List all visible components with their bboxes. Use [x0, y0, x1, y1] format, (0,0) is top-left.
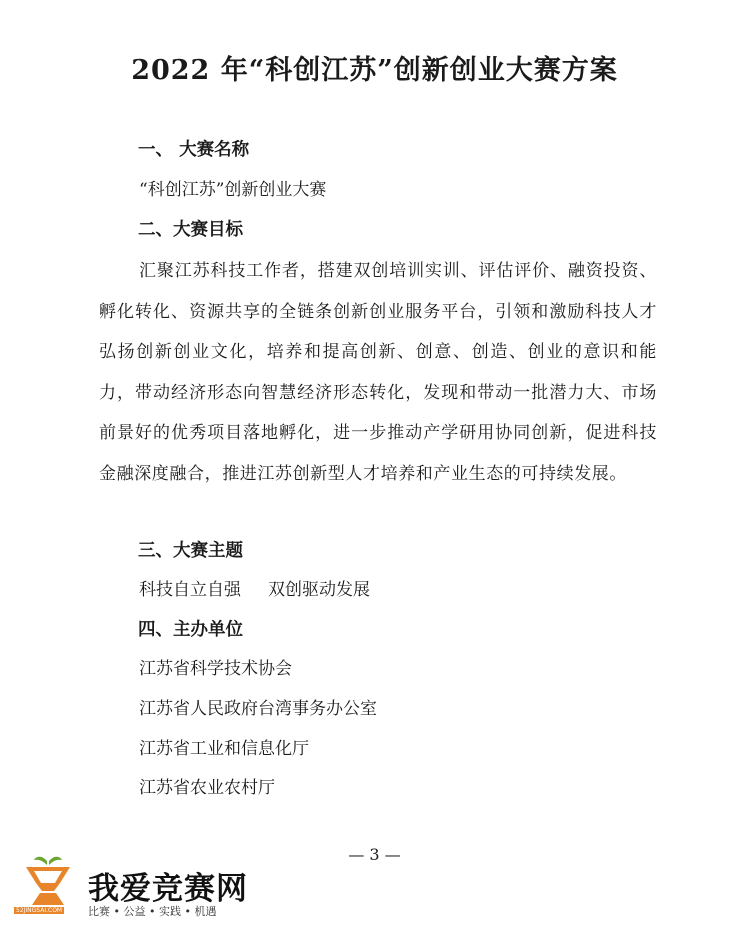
organizer-item: 江苏省人民政府台湾事务办公室 — [139, 699, 377, 719]
watermark-logo — [14, 853, 264, 923]
theme-text: 科技自立自强 双创驱动发展 — [139, 580, 371, 600]
watermark-tagline: 比赛 • 公益 • 实践 • 机遇 — [88, 905, 217, 918]
page-number: — 3 — — [348, 845, 401, 864]
organizer-item: 江苏省工业和信息化厅 — [139, 739, 309, 759]
section-heading-goal: 二、大赛目标 — [138, 220, 243, 240]
section-heading-theme: 三、大赛主题 — [138, 541, 243, 561]
section-heading-organizers: 四、主办单位 — [138, 620, 243, 640]
organizer-item: 江苏省科学技术协会 — [139, 659, 292, 679]
watermark-brand: 我爱竞赛网 — [88, 871, 248, 907]
watermark-site: 52JINGSAI.COM — [16, 907, 63, 914]
organizer-item: 江苏省农业农村厅 — [139, 778, 275, 798]
trophy-icon — [14, 853, 84, 913]
competition-name: “科创江苏”创新创业大赛 — [139, 180, 327, 200]
goal-paragraph: 汇聚江苏科技工作者，搭建双创培训实训、评估评价、融资投资、孵化转化、资源共享的全链条创新创业服务平台，引领和激励科技人才弘扬创新创业文化，培养和提高创新、创意、创造、创业的意识和能力，带动经济形态向智慧经济形态转化，发现和带动一批潜力大、市场前景好的优秀项目落地孵化，进一步推动产学研用协同创新，促进科技金融深度融合，推进江苏创新型人才培养和产业生态的可持续发展。 — [99, 261, 657, 484]
document-title: 2022 年“科创江苏”创新创业大赛方案 — [131, 55, 618, 86]
section-heading-name: 一、 大赛名称 — [138, 140, 250, 160]
